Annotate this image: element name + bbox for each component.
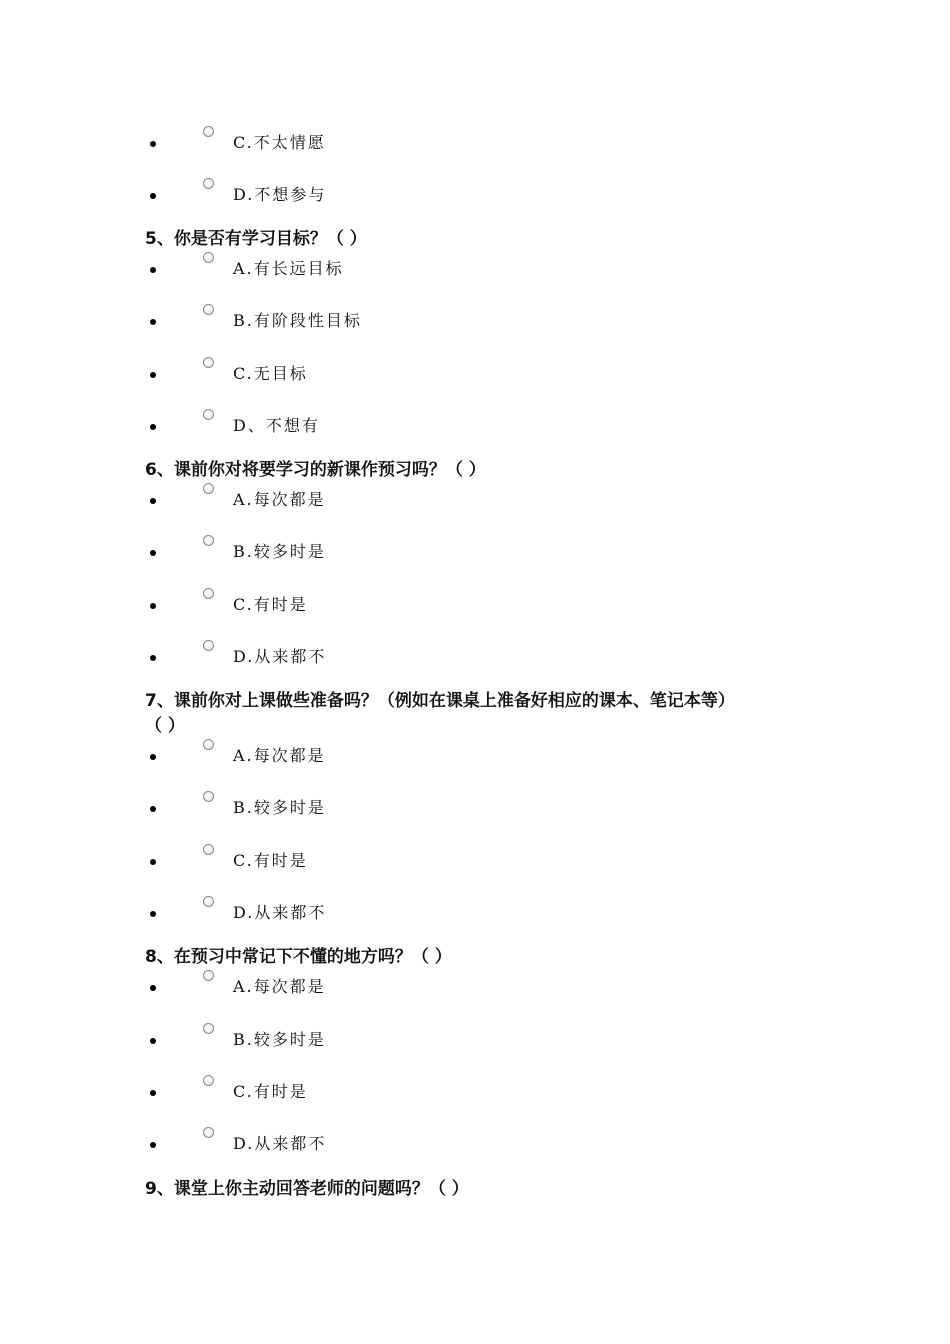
option-label: D.从来都不 [233,647,327,666]
q5-option-d[interactable] [0,413,950,443]
radio-button-icon[interactable] [203,844,214,855]
q8-option-a[interactable] [0,974,950,1004]
radio-button-icon[interactable] [203,588,214,599]
bullet-icon [150,985,156,991]
option-label: C.有时是 [233,1082,308,1101]
q4-option-c[interactable] [0,130,950,160]
option-label: B.较多时是 [233,1030,326,1049]
radio-button-icon[interactable] [203,409,214,420]
radio-button-icon[interactable] [203,1075,214,1086]
question-7-answer-blank: （ ） [145,716,185,736]
bullet-icon [150,1142,156,1148]
q6-option-a[interactable] [0,487,950,517]
bullet-icon [150,859,156,865]
q7-option-b[interactable] [0,795,950,825]
q8-option-d[interactable] [0,1131,950,1161]
q6-option-c[interactable] [0,592,950,622]
option-label: C.有时是 [233,595,308,614]
q5-option-b[interactable] [0,308,950,338]
q5-option-a[interactable] [0,256,950,286]
bullet-icon [150,193,156,199]
bullet-icon [150,806,156,812]
option-label: A.有长远目标 [233,259,344,278]
radio-button-icon[interactable] [203,640,214,651]
radio-button-icon[interactable] [203,252,214,263]
option-label: B.较多时是 [233,542,326,561]
option-label: C.无目标 [233,364,308,383]
bullet-icon [150,603,156,609]
question-7-title: 7、课前你对上课做些准备吗？（例如在课桌上准备好相应的课本、笔记本等） [145,691,735,711]
bullet-icon [150,498,156,504]
option-label: D.不想参与 [233,185,327,204]
option-label: B.较多时是 [233,798,326,817]
option-label: B.有阶段性目标 [233,311,362,330]
q8-option-c[interactable] [0,1079,950,1109]
q7-option-d[interactable] [0,900,950,930]
question-8-title: 8、在预习中常记下不懂的地方吗？（ ） [145,947,452,967]
q7-option-a[interactable] [0,743,950,773]
option-label: D.从来都不 [233,903,327,922]
q8-option-b[interactable] [0,1027,950,1057]
bullet-icon [150,141,156,147]
bullet-icon [150,1038,156,1044]
question-5-title: 5、你是否有学习目标？（ ） [145,229,367,249]
radio-button-icon[interactable] [203,1127,214,1138]
bullet-icon [150,1090,156,1096]
option-label: A.每次都是 [233,490,326,509]
radio-button-icon[interactable] [203,535,214,546]
radio-button-icon[interactable] [203,126,214,137]
option-label: A.每次都是 [233,746,326,765]
radio-button-icon[interactable] [203,483,214,494]
bullet-icon [150,372,156,378]
radio-button-icon[interactable] [203,739,214,750]
q7-option-c[interactable] [0,848,950,878]
q6-option-d[interactable] [0,644,950,674]
bullet-icon [150,424,156,430]
option-label: C.有时是 [233,851,308,870]
bullet-icon [150,550,156,556]
radio-button-icon[interactable] [203,178,214,189]
radio-button-icon[interactable] [203,896,214,907]
option-label: D、不想有 [233,416,320,435]
question-6-title: 6、课前你对将要学习的新课作预习吗？（ ） [145,460,486,480]
bullet-icon [150,911,156,917]
bullet-icon [150,754,156,760]
q6-option-b[interactable] [0,539,950,569]
bullet-icon [150,319,156,325]
option-label: C.不太情愿 [233,133,326,152]
radio-button-icon[interactable] [203,970,214,981]
bullet-icon [150,655,156,661]
radio-button-icon[interactable] [203,357,214,368]
option-label: A.每次都是 [233,977,326,996]
option-label: D.从来都不 [233,1134,327,1153]
q4-option-d[interactable] [0,182,950,212]
question-9-title: 9、课堂上你主动回答老师的问题吗？（ ） [145,1179,469,1199]
bullet-icon [150,267,156,273]
q5-option-c[interactable] [0,361,950,391]
radio-button-icon[interactable] [203,1023,214,1034]
radio-button-icon[interactable] [203,304,214,315]
radio-button-icon[interactable] [203,791,214,802]
